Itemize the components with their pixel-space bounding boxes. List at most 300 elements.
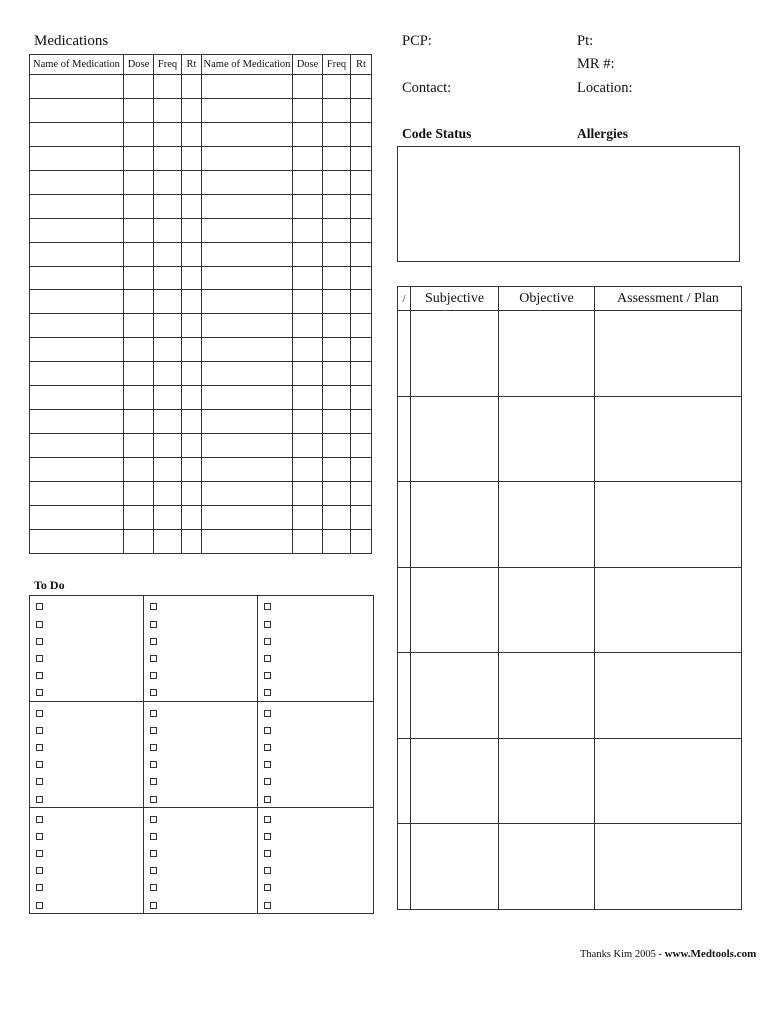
soap-cell[interactable] xyxy=(595,482,742,568)
med-cell[interactable] xyxy=(124,529,154,553)
todo-item xyxy=(36,650,143,667)
med-cell[interactable] xyxy=(323,529,351,553)
soap-cell[interactable] xyxy=(595,738,742,824)
med-cell[interactable] xyxy=(182,434,202,458)
med-cell[interactable] xyxy=(154,529,182,553)
checkbox-icon[interactable] xyxy=(264,689,271,696)
med-cell[interactable] xyxy=(182,458,202,482)
soap-cell[interactable] xyxy=(595,824,742,910)
med-cell[interactable] xyxy=(202,529,293,553)
checkbox-icon[interactable] xyxy=(150,744,157,751)
med-cell[interactable] xyxy=(323,170,351,194)
todo-item xyxy=(36,790,143,807)
soap-col-header: Objective xyxy=(499,287,595,311)
med-cell[interactable] xyxy=(202,505,293,529)
med-cell[interactable] xyxy=(293,242,323,266)
med-cell[interactable] xyxy=(351,314,372,338)
med-cell[interactable] xyxy=(182,242,202,266)
med-cell[interactable] xyxy=(323,338,351,362)
med-cell[interactable] xyxy=(323,218,351,242)
med-cell[interactable] xyxy=(293,194,323,218)
med-cell[interactable] xyxy=(30,218,124,242)
todo-item xyxy=(150,615,257,632)
todo-cell xyxy=(258,808,374,914)
med-cell[interactable] xyxy=(154,266,182,290)
med-cell[interactable] xyxy=(30,386,124,410)
todo-item xyxy=(264,650,373,667)
med-cell[interactable] xyxy=(124,146,154,170)
soap-row xyxy=(398,824,742,910)
med-row xyxy=(30,458,372,482)
med-cell[interactable] xyxy=(293,458,323,482)
todo-cell xyxy=(258,702,374,808)
med-cell[interactable] xyxy=(323,505,351,529)
soap-col-header: Assessment / Plan xyxy=(595,287,742,311)
todo-block xyxy=(30,596,374,702)
med-cell[interactable] xyxy=(293,75,323,99)
todo-item xyxy=(36,879,143,896)
checkbox-icon[interactable] xyxy=(150,689,157,696)
med-cell[interactable] xyxy=(351,410,372,434)
med-cell[interactable] xyxy=(182,290,202,314)
med-cell[interactable] xyxy=(293,170,323,194)
checkbox-icon[interactable] xyxy=(36,621,43,628)
med-cell[interactable] xyxy=(293,386,323,410)
med-cell[interactable] xyxy=(154,218,182,242)
checkbox-icon[interactable] xyxy=(36,833,43,840)
med-cell[interactable] xyxy=(202,314,293,338)
soap-col-header: / xyxy=(398,287,411,311)
med-cell[interactable] xyxy=(154,505,182,529)
checkbox-icon[interactable] xyxy=(264,672,271,679)
todo-cell xyxy=(30,596,144,702)
med-cell[interactable] xyxy=(30,338,124,362)
soap-cell[interactable] xyxy=(411,824,499,910)
checkbox-icon[interactable] xyxy=(150,884,157,891)
soap-cell[interactable] xyxy=(595,396,742,482)
med-cell[interactable] xyxy=(154,314,182,338)
med-cell[interactable] xyxy=(293,338,323,362)
med-cell[interactable] xyxy=(202,458,293,482)
med-cell[interactable] xyxy=(154,290,182,314)
soap-cell[interactable] xyxy=(411,482,499,568)
med-cell[interactable] xyxy=(293,529,323,553)
soap-cell[interactable] xyxy=(499,396,595,482)
checkbox-icon[interactable] xyxy=(36,884,43,891)
med-cell[interactable] xyxy=(202,338,293,362)
med-cell[interactable] xyxy=(182,75,202,99)
checkbox-icon[interactable] xyxy=(264,727,271,734)
checkbox-icon[interactable] xyxy=(36,744,43,751)
soap-cell[interactable] xyxy=(411,311,499,397)
med-cell[interactable] xyxy=(182,338,202,362)
checkbox-icon[interactable] xyxy=(36,816,43,823)
med-cell[interactable] xyxy=(351,481,372,505)
checkbox-icon[interactable] xyxy=(150,655,157,662)
med-cell[interactable] xyxy=(293,481,323,505)
med-cell[interactable] xyxy=(323,122,351,146)
med-cell[interactable] xyxy=(293,434,323,458)
checkbox-icon[interactable] xyxy=(150,672,157,679)
med-cell[interactable] xyxy=(124,386,154,410)
med-cell[interactable] xyxy=(124,290,154,314)
med-cell[interactable] xyxy=(30,362,124,386)
checkbox-icon[interactable] xyxy=(150,761,157,768)
med-cell[interactable] xyxy=(182,314,202,338)
med-cell[interactable] xyxy=(182,481,202,505)
med-cell[interactable] xyxy=(323,98,351,122)
med-cell[interactable] xyxy=(293,218,323,242)
med-cell[interactable] xyxy=(30,98,124,122)
med-cell[interactable] xyxy=(351,194,372,218)
soap-cell[interactable] xyxy=(398,738,411,824)
soap-cell[interactable] xyxy=(398,567,411,653)
todo-item xyxy=(264,598,373,615)
med-cell[interactable] xyxy=(202,290,293,314)
med-cell[interactable] xyxy=(323,362,351,386)
med-cell[interactable] xyxy=(154,434,182,458)
med-cell[interactable] xyxy=(124,98,154,122)
med-cell[interactable] xyxy=(323,314,351,338)
med-cell[interactable] xyxy=(323,481,351,505)
med-cell[interactable] xyxy=(182,218,202,242)
med-cell[interactable] xyxy=(293,98,323,122)
soap-cell[interactable] xyxy=(411,396,499,482)
soap-cell[interactable] xyxy=(411,738,499,824)
med-cell[interactable] xyxy=(30,458,124,482)
pt-label: Pt: xyxy=(577,33,594,49)
todo-title: To Do xyxy=(34,578,65,592)
checkbox-icon[interactable] xyxy=(150,902,157,909)
med-cell[interactable] xyxy=(351,386,372,410)
checkbox-icon[interactable] xyxy=(36,638,43,645)
todo-item xyxy=(264,739,373,756)
todo-item xyxy=(264,704,373,721)
med-cell[interactable] xyxy=(323,410,351,434)
med-cell[interactable] xyxy=(30,194,124,218)
med-cell[interactable] xyxy=(182,146,202,170)
med-cell[interactable] xyxy=(202,410,293,434)
med-cell[interactable] xyxy=(154,242,182,266)
med-cell[interactable] xyxy=(182,194,202,218)
med-row xyxy=(30,410,372,434)
med-cell[interactable] xyxy=(30,410,124,434)
code-status-allergies-box[interactable] xyxy=(397,146,740,262)
med-cell[interactable] xyxy=(154,75,182,99)
med-cell[interactable] xyxy=(202,170,293,194)
med-cell[interactable] xyxy=(30,146,124,170)
todo-cell xyxy=(30,702,144,808)
checkbox-icon[interactable] xyxy=(36,850,43,857)
checkbox-icon[interactable] xyxy=(36,655,43,662)
med-cell[interactable] xyxy=(182,170,202,194)
checkbox-icon[interactable] xyxy=(264,744,271,751)
med-cell[interactable] xyxy=(30,75,124,99)
todo-item xyxy=(264,790,373,807)
med-cell[interactable] xyxy=(293,362,323,386)
soap-cell[interactable] xyxy=(499,567,595,653)
med-cell[interactable] xyxy=(351,338,372,362)
checkbox-icon[interactable] xyxy=(264,761,271,768)
med-cell[interactable] xyxy=(293,290,323,314)
med-row xyxy=(30,98,372,122)
med-cell[interactable] xyxy=(124,338,154,362)
med-cell[interactable] xyxy=(154,410,182,434)
med-cell[interactable] xyxy=(124,170,154,194)
med-cell[interactable] xyxy=(202,98,293,122)
med-cell[interactable] xyxy=(351,434,372,458)
med-cell[interactable] xyxy=(182,410,202,434)
med-cell[interactable] xyxy=(124,362,154,386)
soap-cell[interactable] xyxy=(411,567,499,653)
med-cell[interactable] xyxy=(154,362,182,386)
soap-cell[interactable] xyxy=(398,482,411,568)
todo-item xyxy=(36,704,143,721)
soap-header-row xyxy=(398,287,742,311)
checkbox-icon[interactable] xyxy=(264,638,271,645)
med-cell[interactable] xyxy=(293,122,323,146)
checkbox-icon[interactable] xyxy=(150,603,157,610)
med-cell[interactable] xyxy=(202,146,293,170)
checkbox-icon[interactable] xyxy=(150,638,157,645)
med-cell[interactable] xyxy=(124,481,154,505)
todo-item xyxy=(36,739,143,756)
med-cell[interactable] xyxy=(351,290,372,314)
med-cell[interactable] xyxy=(351,362,372,386)
med-cell[interactable] xyxy=(351,505,372,529)
checkbox-icon[interactable] xyxy=(264,816,271,823)
med-cell[interactable] xyxy=(351,458,372,482)
todo-item xyxy=(264,684,373,701)
todo-item xyxy=(264,896,373,913)
soap-cell[interactable] xyxy=(499,311,595,397)
med-cell[interactable] xyxy=(202,386,293,410)
med-cell[interactable] xyxy=(182,386,202,410)
med-cell[interactable] xyxy=(323,290,351,314)
med-col-header: Freq xyxy=(323,55,351,75)
checkbox-icon[interactable] xyxy=(264,796,271,803)
checkbox-icon[interactable] xyxy=(264,778,271,785)
med-cell[interactable] xyxy=(202,434,293,458)
med-cell[interactable] xyxy=(202,194,293,218)
med-cell[interactable] xyxy=(124,505,154,529)
med-cell[interactable] xyxy=(124,434,154,458)
med-cell[interactable] xyxy=(351,529,372,553)
med-cell[interactable] xyxy=(124,410,154,434)
checkbox-icon[interactable] xyxy=(36,710,43,717)
med-cell[interactable] xyxy=(323,434,351,458)
todo-item xyxy=(150,739,257,756)
med-cell[interactable] xyxy=(124,458,154,482)
todo-item xyxy=(36,810,143,827)
checkbox-icon[interactable] xyxy=(36,761,43,768)
todo-item xyxy=(36,632,143,649)
soap-row xyxy=(398,396,742,482)
med-cell[interactable] xyxy=(351,75,372,99)
med-cell[interactable] xyxy=(30,481,124,505)
med-cell[interactable] xyxy=(351,146,372,170)
checkbox-icon[interactable] xyxy=(150,833,157,840)
med-cell[interactable] xyxy=(351,242,372,266)
med-cell[interactable] xyxy=(351,98,372,122)
med-cell[interactable] xyxy=(202,122,293,146)
soap-cell[interactable] xyxy=(398,396,411,482)
med-cell[interactable] xyxy=(202,266,293,290)
med-cell[interactable] xyxy=(182,122,202,146)
med-col-header: Rt xyxy=(351,55,372,75)
med-row xyxy=(30,362,372,386)
med-cell[interactable] xyxy=(154,122,182,146)
med-cell[interactable] xyxy=(293,314,323,338)
soap-cell[interactable] xyxy=(398,824,411,910)
med-cell[interactable] xyxy=(202,75,293,99)
checkbox-icon[interactable] xyxy=(264,850,271,857)
soap-cell[interactable] xyxy=(595,653,742,739)
todo-item xyxy=(36,756,143,773)
checkbox-icon[interactable] xyxy=(264,655,271,662)
med-cell[interactable] xyxy=(154,194,182,218)
med-cell[interactable] xyxy=(30,434,124,458)
med-cell[interactable] xyxy=(323,266,351,290)
med-cell[interactable] xyxy=(182,505,202,529)
med-cell[interactable] xyxy=(124,75,154,99)
soap-cell[interactable] xyxy=(499,738,595,824)
med-cell[interactable] xyxy=(154,338,182,362)
checkbox-icon[interactable] xyxy=(150,778,157,785)
checkbox-icon[interactable] xyxy=(264,710,271,717)
checkbox-icon[interactable] xyxy=(150,710,157,717)
med-cell[interactable] xyxy=(30,290,124,314)
med-cell[interactable] xyxy=(323,146,351,170)
med-cell[interactable] xyxy=(124,314,154,338)
footer-credit-text: Thanks Kim 2005 - xyxy=(580,949,665,960)
soap-cell[interactable] xyxy=(595,311,742,397)
checkbox-icon[interactable] xyxy=(36,867,43,874)
checkbox-icon[interactable] xyxy=(264,902,271,909)
checkbox-icon[interactable] xyxy=(36,727,43,734)
med-cell[interactable] xyxy=(323,386,351,410)
med-cell[interactable] xyxy=(351,266,372,290)
med-cell[interactable] xyxy=(202,362,293,386)
med-cell[interactable] xyxy=(30,122,124,146)
checkbox-icon[interactable] xyxy=(264,867,271,874)
soap-cell[interactable] xyxy=(398,311,411,397)
med-cell[interactable] xyxy=(182,266,202,290)
contact-label: Contact: xyxy=(402,80,452,96)
soap-cell[interactable] xyxy=(499,653,595,739)
todo-item xyxy=(150,667,257,684)
med-cell[interactable] xyxy=(30,242,124,266)
todo-item xyxy=(150,632,257,649)
checkbox-icon[interactable] xyxy=(150,816,157,823)
soap-cell[interactable] xyxy=(398,653,411,739)
med-cell[interactable] xyxy=(202,218,293,242)
med-cell[interactable] xyxy=(323,458,351,482)
todo-cell xyxy=(144,808,258,914)
soap-cell[interactable] xyxy=(595,567,742,653)
med-cell[interactable] xyxy=(182,362,202,386)
checkbox-icon[interactable] xyxy=(150,621,157,628)
todo-item xyxy=(264,862,373,879)
soap-row xyxy=(398,482,742,568)
med-row xyxy=(30,170,372,194)
checkbox-icon[interactable] xyxy=(36,902,43,909)
footer-site-link[interactable]: www.Medtools.com xyxy=(664,948,757,960)
med-cell[interactable] xyxy=(293,410,323,434)
soap-cell[interactable] xyxy=(499,482,595,568)
todo-item xyxy=(264,827,373,844)
soap-cell[interactable] xyxy=(499,824,595,910)
checkbox-icon[interactable] xyxy=(150,867,157,874)
med-cell[interactable] xyxy=(202,242,293,266)
med-row xyxy=(30,338,372,362)
checkbox-icon[interactable] xyxy=(150,727,157,734)
med-cell[interactable] xyxy=(323,75,351,99)
checkbox-icon[interactable] xyxy=(36,778,43,785)
med-cell[interactable] xyxy=(30,314,124,338)
med-cell[interactable] xyxy=(30,266,124,290)
med-cell[interactable] xyxy=(182,529,202,553)
med-cell[interactable] xyxy=(154,386,182,410)
med-cell[interactable] xyxy=(154,170,182,194)
med-cell[interactable] xyxy=(293,266,323,290)
med-cell[interactable] xyxy=(351,170,372,194)
med-cell[interactable] xyxy=(124,242,154,266)
med-cell[interactable] xyxy=(124,194,154,218)
checkbox-icon[interactable] xyxy=(264,603,271,610)
soap-row xyxy=(398,738,742,824)
checkbox-icon[interactable] xyxy=(264,621,271,628)
footer-credit xyxy=(580,948,756,960)
mr-label: MR #: xyxy=(577,56,615,72)
soap-col-header: Subjective xyxy=(411,287,499,311)
todo-item xyxy=(36,896,143,913)
med-cell[interactable] xyxy=(124,122,154,146)
checkbox-icon[interactable] xyxy=(36,796,43,803)
med-cell[interactable] xyxy=(154,98,182,122)
todo-item xyxy=(36,667,143,684)
med-cell[interactable] xyxy=(202,481,293,505)
checkbox-icon[interactable] xyxy=(264,833,271,840)
pcp-label: PCP: xyxy=(402,33,432,49)
med-cell[interactable] xyxy=(323,194,351,218)
med-cell[interactable] xyxy=(154,481,182,505)
checkbox-icon[interactable] xyxy=(264,884,271,891)
med-cell[interactable] xyxy=(124,218,154,242)
soap-row xyxy=(398,653,742,739)
med-cell[interactable] xyxy=(351,122,372,146)
todo-item xyxy=(150,827,257,844)
med-cell[interactable] xyxy=(293,146,323,170)
checkbox-icon[interactable] xyxy=(150,850,157,857)
med-cell[interactable] xyxy=(124,266,154,290)
med-cell[interactable] xyxy=(154,146,182,170)
checkbox-icon[interactable] xyxy=(36,672,43,679)
checkbox-icon[interactable] xyxy=(36,689,43,696)
med-cell[interactable] xyxy=(30,505,124,529)
med-cell[interactable] xyxy=(293,505,323,529)
checkbox-icon[interactable] xyxy=(150,796,157,803)
med-cell[interactable] xyxy=(351,218,372,242)
med-row xyxy=(30,266,372,290)
soap-cell[interactable] xyxy=(411,653,499,739)
med-cell[interactable] xyxy=(30,529,124,553)
med-cell[interactable] xyxy=(154,458,182,482)
checkbox-icon[interactable] xyxy=(36,603,43,610)
med-cell[interactable] xyxy=(323,242,351,266)
med-cell[interactable] xyxy=(30,170,124,194)
med-cell[interactable] xyxy=(182,98,202,122)
